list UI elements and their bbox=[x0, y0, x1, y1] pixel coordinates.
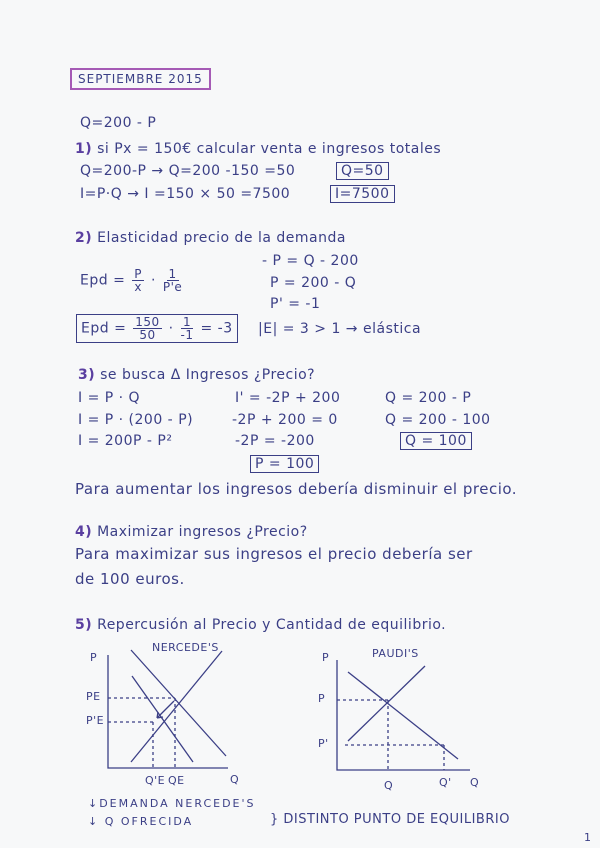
left-price-label: PE bbox=[86, 690, 101, 703]
numerator: 1 bbox=[182, 315, 192, 329]
numerator: 1 bbox=[168, 267, 177, 281]
right-quantity-new-label: Q' bbox=[439, 776, 452, 789]
q1-result2: I=7500 bbox=[330, 185, 395, 203]
numerator: P bbox=[134, 267, 143, 281]
page-title: SEPTIEMBRE 2015 bbox=[70, 68, 211, 90]
left-quantity-label: QE bbox=[168, 774, 185, 787]
q1-number: 1) bbox=[75, 141, 93, 157]
right-demand-line bbox=[348, 672, 458, 759]
left-shift-arrow bbox=[157, 701, 174, 718]
left-y-axis-label: P bbox=[90, 651, 98, 664]
left-quantity-new-label: Q'E bbox=[145, 774, 166, 787]
page-number: 1 bbox=[584, 831, 592, 844]
given-equation: Q=200 - P bbox=[80, 115, 157, 131]
left-supply-line bbox=[131, 651, 222, 762]
left-chart-axes bbox=[108, 655, 228, 768]
q1-line2: I=P·Q → I =150 × 50 =7500 bbox=[80, 186, 291, 202]
q4-answer-line1: Para maximizar sus ingresos el precio debería ser bbox=[75, 545, 473, 563]
derivation-1: - P = Q - 200 bbox=[262, 253, 359, 269]
left-price-new-label: P'E bbox=[86, 714, 105, 727]
left-guide-lines bbox=[108, 698, 175, 768]
q3-col2-line: -2P = -200 bbox=[235, 433, 315, 449]
denominator: -1 bbox=[180, 328, 194, 342]
q4-answer-line2: de 100 euros. bbox=[75, 570, 185, 588]
q1-statement: si Px = 150€ calcular venta e ingresos totales bbox=[97, 141, 442, 157]
calc-lhs: Epd bbox=[81, 320, 110, 337]
q3-col2-line: I' = -2P + 200 bbox=[235, 390, 341, 406]
q2-statement: Elasticidad precio de la demanda bbox=[97, 230, 346, 246]
q5-statement: Repercusión al Precio y Cantidad de equilibrio. bbox=[97, 617, 447, 633]
right-price-label: P bbox=[318, 692, 326, 705]
left-x-axis-label: Q bbox=[230, 773, 240, 786]
elasticity-conclusion: |E| = 3 > 1 → elástica bbox=[258, 321, 422, 337]
formula-lhs: Epd = bbox=[80, 272, 126, 289]
q3-col1-line: I = P · Q bbox=[78, 390, 141, 406]
q3-number: 3) bbox=[78, 367, 96, 383]
right-supply-line bbox=[348, 666, 425, 741]
right-chart-title: PAUDI'S bbox=[372, 647, 419, 660]
right-y-axis-label: P bbox=[322, 651, 330, 664]
denominator: 50 bbox=[139, 328, 156, 342]
q2-number: 2) bbox=[75, 230, 93, 246]
q3-col3-line: Q = 200 - 100 bbox=[385, 412, 491, 428]
q3-quantity-result: Q = 100 bbox=[400, 432, 472, 450]
elasticity-calculation: Epd = $\frac{150}{50}$ · $\frac{1}{-1}$ = -3 bbox=[76, 314, 238, 343]
q3-col2-line: -2P + 200 = 0 bbox=[232, 412, 338, 428]
q3-conclusion: Para aumentar los ingresos debería disminuir el precio. bbox=[75, 480, 518, 498]
q3-col1-line: I = P · (200 - P) bbox=[78, 412, 194, 428]
q4-number: 4) bbox=[75, 524, 93, 540]
numerator: 150 bbox=[135, 315, 160, 329]
derivation-2: P = 200 - Q bbox=[270, 275, 357, 291]
calc-result: -3 bbox=[217, 320, 233, 337]
q1-line1: Q=200-P → Q=200 -150 =50 bbox=[80, 163, 296, 179]
denominator: x bbox=[134, 280, 142, 294]
elasticity-formula: Epd = $\frac{P}{x}$ · $\frac{1}{P'e}$ bbox=[80, 267, 183, 294]
q3-statement: se busca Δ Ingresos ¿Precio? bbox=[100, 367, 316, 383]
right-quantity-label: Q bbox=[384, 779, 394, 792]
q3-col3-line: Q = 200 - P bbox=[385, 390, 472, 406]
q3-price-result: P = 100 bbox=[250, 455, 319, 473]
note-line1: ↓DEMANDA NERCEDE'S bbox=[88, 797, 256, 810]
q3-col1-line: I = 200P - P² bbox=[78, 433, 173, 449]
denominator: P'e bbox=[162, 280, 183, 294]
derivation-3: P' = -1 bbox=[270, 296, 321, 312]
left-chart-title: NERCEDE'S bbox=[152, 641, 219, 654]
right-x-axis-label: Q bbox=[470, 776, 480, 789]
note-right: } DISTINTO PUNTO DE EQUILIBRIO bbox=[270, 812, 510, 827]
right-price-new-label: P' bbox=[318, 737, 329, 750]
q1-result1: Q=50 bbox=[336, 162, 389, 180]
left-demand-line bbox=[131, 650, 226, 756]
note-line2: ↓ Q OFRECIDA bbox=[88, 815, 194, 828]
q5-number: 5) bbox=[75, 617, 93, 633]
q4-statement: Maximizar ingresos ¿Precio? bbox=[97, 524, 308, 540]
